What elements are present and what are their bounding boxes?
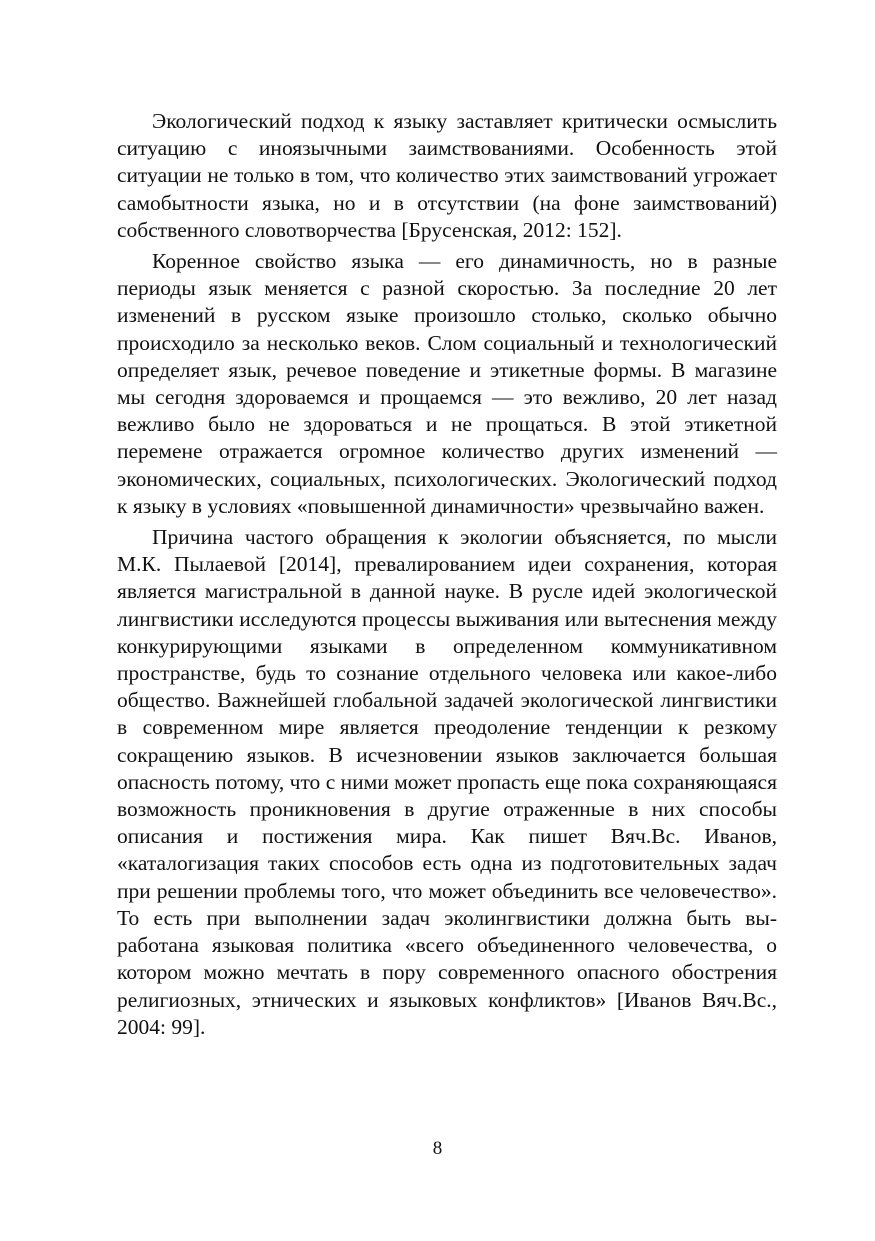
page-number: 8	[432, 1138, 443, 1159]
paragraph-1: Экологический подход к языку заставляет критически осмыслить ситуацию с иноязычными заимствованиями. Особенность этой ситуации не только в том, что количество этих заимствований угрожает самобытности языка, но и в отсутствии (на фоне заимствований) собственного словотворчества [Брусенская, 2012: 152].	[117, 109, 777, 242]
paragraph-2: Коренное свойство языка — его динамичность, но в разные периоды язык меняется с разной скоростью. За последние 20 лет изменений в русском языке произошло столько, сколько обычно происходило за несколько веков. Слом социальный и технологический определяет язык, речевое поведение и этикетные формы. В магазине мы сегодня здороваемся и прощаемся — это вежливо, 20 лет назад вежливо было не здороваться и не прощаться. В этой этикетной перемене отражается огромное количество других изменений — экономических, социальных, психологических. Экологический подход к языку в условиях «повышенной динамичности» чрезвычайно важен.	[117, 249, 777, 518]
paragraph-3: Причина частого обращения к экологии объясняется, по мысли М.К. Пылаевой [2014], превалированием идеи сохранения, которая является магистральной в данной науке. В русле идей экологической лингвистики исследуются процессы выживания или вытеснения между конкурирующими языками в определенном коммуникативном пространстве, будь то сознание отдельного человека или какое-либо общество. Важнейшей глобальной задачей экологической лингвистики в современном мире является преодоление тенденции к резкому сокращению языков. В исчезновении языков заключается большая опасность потому, что с ними может пропасть еще пока сохраняющаяся возможность проникновения в другие отраженные в них способы описания и постижения мира. Как пишет Вяч.Вс. Иванов, «каталогизация таких способов есть одна из подготовительных задач при решении проблемы того, что может объединить все человечество». То есть при выполнении задач эколингвистики должна быть выработана языковая политика «всего объединенного человечества, о котором можно мечтать в пору современного опасного обострения религиозных, этнических и языковых конфликтов» [Иванов Вяч.Вс., 2004: 99].	[117, 525, 777, 1039]
page-body	[117, 108, 777, 1045]
